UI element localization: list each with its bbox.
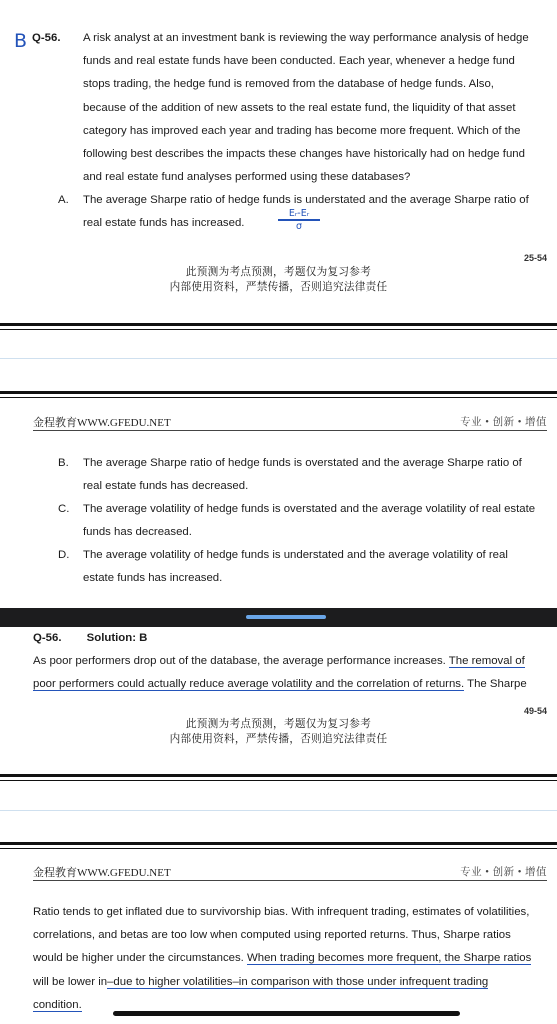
page-number: 49-54 (523, 706, 547, 716)
solution-line (33, 650, 547, 673)
continuation-line: correlations, and betas are too low when computed using reported returns. Thus, Sharpe ratios (33, 929, 511, 942)
option-c-letter: C. (58, 503, 70, 515)
drag-handle[interactable] (246, 615, 326, 619)
header-divider (33, 430, 547, 431)
continuation-line (33, 947, 547, 970)
home-indicator[interactable] (113, 1011, 460, 1016)
option-b-line: The average Sharpe ratio of hedge funds is overstated and the average Sharpe ratio of (83, 457, 522, 469)
question-number: Q-56. (32, 32, 61, 44)
option-c (83, 498, 547, 544)
option-c-line: funds has decreased. (83, 526, 192, 539)
stem-line: A risk analyst at an investment bank is reviewing the way performance analysis of hedge (83, 32, 529, 44)
solution-text-plain: The Sharpe (464, 678, 527, 691)
continuation-text-plain: will be lower in (33, 975, 108, 988)
option-b-letter: B. (58, 457, 69, 469)
publisher-header: 金程教育WWW.GFEDU.NET (33, 417, 171, 429)
stem-line: funds and real estate funds have been conducted. Each year, whenever a hedge fund (83, 55, 515, 68)
page-gap-line (0, 358, 557, 359)
continuation-text-underlined: condition. (33, 998, 82, 1011)
continuation-text-plain: would be higher under the circumstances. (33, 952, 248, 965)
continuation-text-underlined: When trading becomes more frequent, the Sharpe ratios (247, 952, 532, 965)
option-d-letter: D. (58, 549, 70, 561)
stem-line: stops trading, the hedge fund is removed from the database of hedge funds. Also, (83, 78, 494, 91)
question-stem (83, 27, 547, 189)
stem-line: because of the addition of new assets to the real estate fund, the liquidity of that asset (83, 101, 516, 114)
solution-heading (33, 627, 147, 650)
option-a-line: real estate funds has increased. (83, 217, 245, 230)
solution-label: Solution: B (86, 632, 148, 644)
formula-denominator: σ (295, 220, 303, 232)
page-top-rule-thin (0, 848, 557, 849)
page-bottom-rule-thin (0, 780, 557, 781)
page-top-rule-thin (0, 397, 557, 398)
handwritten-formula (276, 208, 322, 232)
page-bottom-rule (0, 323, 557, 326)
option-a-letter: A. (58, 194, 69, 206)
option-c-line: The average volatility of hedge funds is overstated and the average volatility of real estate (83, 503, 536, 515)
page-bottom-rule (0, 774, 557, 777)
notice-line-2: 内部使用资料，严禁传播，否则追究法律责任 (169, 281, 388, 293)
copyright-notice (0, 265, 557, 295)
handwritten-answer-mark: B (14, 30, 28, 52)
continuation-line (33, 971, 547, 994)
option-a-line: The average Sharpe ratio of hedge funds is understated and the average Sharpe ratio of (83, 194, 529, 206)
solution-continuation (33, 901, 547, 1017)
solution-text-plain: As poor performers drop out of the database, the average performance increases. (33, 655, 449, 667)
solution-number: Q-56. (33, 632, 62, 644)
page-top-rule (0, 842, 557, 845)
option-d-line: estate funds has increased. (83, 572, 223, 585)
publisher-slogan: 专业 • 创新 • 增值 (460, 867, 547, 878)
notice-line-2: 内部使用资料，严禁传播，否则追究法律责任 (169, 733, 388, 745)
page-bottom-rule-thin (0, 329, 557, 330)
continuation-line: Ratio tends to get inflated due to survivorship bias. With infrequent trading, estimates of volatilities, (33, 906, 530, 918)
formula-numerator: Eᵣ-Eᵣ (288, 208, 310, 219)
solution-text-underlined: The removal of (448, 655, 525, 667)
page-number: 25-54 (523, 253, 547, 263)
header-divider (33, 880, 547, 881)
page-top-rule (0, 391, 557, 394)
option-d-line: The average volatility of hedge funds is understated and the average volatility of real (83, 549, 508, 561)
stem-line: category has improved each year and trading has become more frequent. Which of the (83, 124, 521, 137)
copyright-notice (0, 717, 557, 747)
solution-text (33, 650, 547, 696)
screenshot-divider-bar (0, 608, 557, 627)
publisher-header: 金程教育WWW.GFEDU.NET (33, 867, 171, 879)
stem-line: following best describes the impacts these changes have historically had on hedge fund (83, 148, 525, 161)
publisher-slogan: 专业 • 创新 • 增值 (460, 417, 547, 428)
notice-line-1: 此预测为考点预测，考题仅为复习参考 (185, 718, 372, 730)
notice-line-1: 此预测为考点预测，考题仅为复习参考 (185, 266, 372, 278)
option-b (83, 452, 547, 498)
stem-line: and real estate fund analyses performed using these databases? (83, 171, 411, 184)
solution-line (33, 673, 547, 696)
option-d (83, 544, 547, 590)
solution-text-underlined: poor performers could actually reduce average volatility and the correlation of returns. (33, 678, 465, 691)
page-gap-line (0, 810, 557, 811)
option-b-line: real estate funds has decreased. (83, 480, 249, 493)
continuation-text-underlined: –due to higher volatilities–in comparison with those under infrequent trading (107, 975, 489, 988)
